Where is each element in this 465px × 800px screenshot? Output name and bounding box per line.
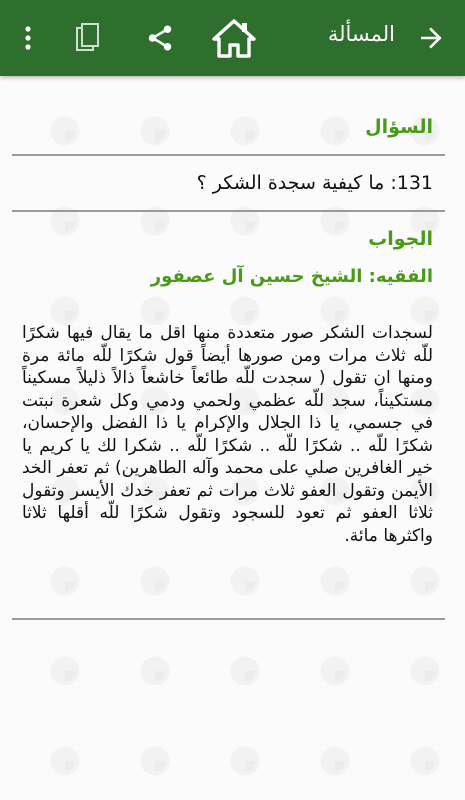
faqih-name: الفقيه: الشيخ حسين آل عصفور <box>150 266 433 287</box>
share-button[interactable] <box>138 14 182 62</box>
copy-icon <box>74 22 102 54</box>
copy-button[interactable] <box>68 14 108 62</box>
share-icon <box>145 23 175 53</box>
divider <box>12 618 445 620</box>
answer-label: الجواب <box>368 228 433 250</box>
content-area <box>0 76 465 800</box>
overflow-menu-button[interactable] <box>14 14 42 62</box>
home-icon <box>212 18 256 58</box>
question-text: 131: ما كيفية سجدة الشكر ؟ <box>196 172 433 194</box>
back-button[interactable] <box>411 14 451 62</box>
page-title: المسألة <box>327 22 395 46</box>
more-vert-icon <box>23 24 33 52</box>
arrow-back-icon <box>418 25 444 51</box>
divider <box>12 210 445 212</box>
question-label: السؤال <box>365 116 433 138</box>
divider <box>12 154 445 156</box>
home-button[interactable] <box>208 14 260 62</box>
answer-text: لسجدات الشكر صور متعددة منها اقل ما يقال فيها شكرًا للّه ثلاث مرات ومن صورها أيضاً قول شكرًا للّه مائة مرة ومنها ان تقول ( سجدت للّه طائعاً خاشعاً ذالاً ذليلاً مسكيناً مستكيناً، سجد للّه عظمي ولحمي ودمي وكل شعرة نبتت في جسمي، يا ذا الجلال والإكرام يا ذا الفضل والإحسان، شكرًا للّه .. شكرًا للّه .. شكرًا للّه .. شكرا لك يا كريم يا خير الغافرين صلي على محمد وآله الطاهرين) ثم تعفر الخد الأيمن وتقول العفو ثلاث مرات ثم تعفر خدك الأيسر وتقول ثلاثا العفو ثم تعود للسجود وتقول شكرًا للّه أقلها ثلاثا واكثرها مائة. <box>22 323 433 546</box>
app-bar <box>0 0 465 76</box>
